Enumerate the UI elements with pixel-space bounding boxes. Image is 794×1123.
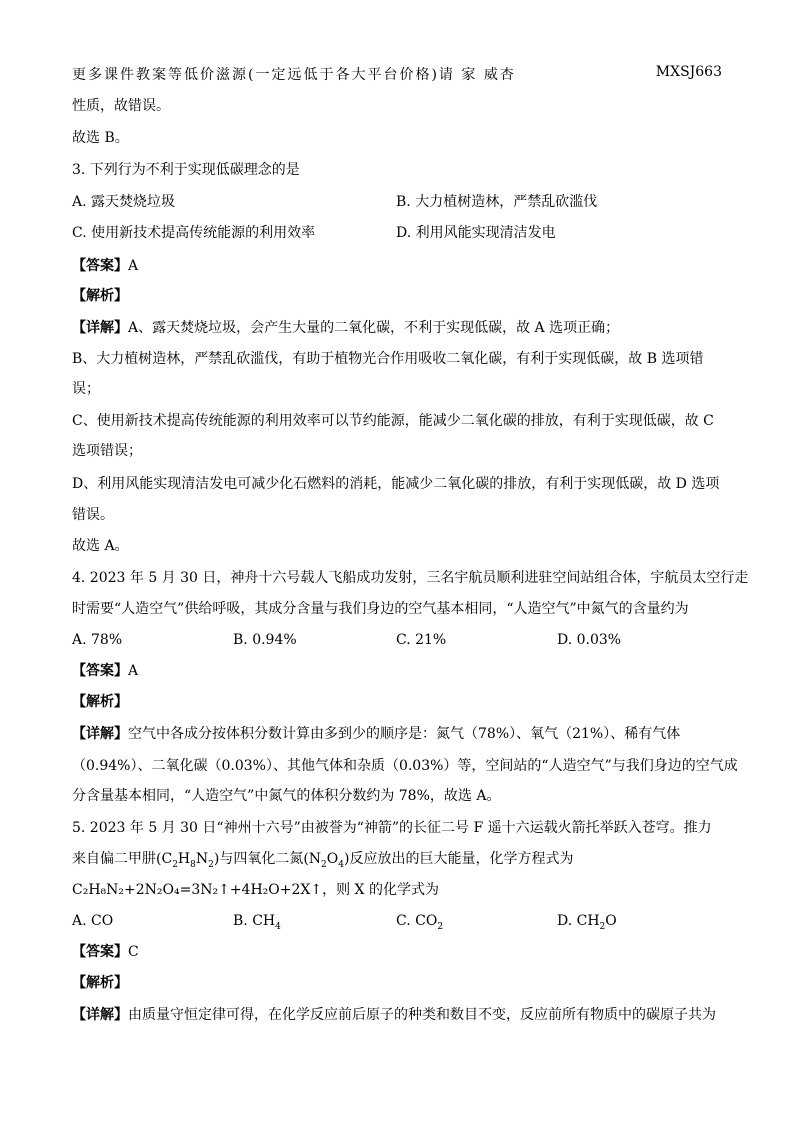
q3-option-c: C. 使用新技术提高传统能源的利用效率 xyxy=(72,225,316,241)
text-line: 性质，故错误。 xyxy=(72,98,170,114)
explanation-text: 空气中各成分按体积分数计算由多到少的顺序是：氮气（78%）、氧气（21%）、稀有气体 xyxy=(128,726,681,742)
q3-analysis-tag xyxy=(72,286,128,306)
answer-value: C xyxy=(128,944,139,960)
chemical-equation: C₂H₈N₂+2N₂O₄=3N₂↑+4H₂O+2X↑，则 X 的化学式为 xyxy=(72,882,439,898)
q5-explanation xyxy=(72,1005,716,1025)
text-line xyxy=(72,849,573,869)
text-fragment: N xyxy=(195,851,209,867)
q4-option-b: B. 0.94% xyxy=(233,632,297,648)
q5-answer xyxy=(72,942,139,962)
analysis-tag: 【解析】 xyxy=(72,975,128,991)
q4-analysis-tag xyxy=(72,692,128,712)
text-line: 错误。 xyxy=(72,507,114,523)
q4-option-a: A. 78% xyxy=(72,632,123,648)
q3-explanation xyxy=(72,318,619,338)
detail-tag: 【详解】 xyxy=(72,726,128,742)
subscript: 8 xyxy=(190,859,196,870)
text-line: 故选 B。 xyxy=(72,130,129,146)
text-line: C、使用新技术提高传统能源的利用效率可以节约能源，能减少二氧化碳的排放，有利于实现低碳，故 C xyxy=(72,413,714,429)
q4-answer xyxy=(72,661,138,681)
text-line: 选项错误； xyxy=(72,443,142,459)
text-fragment: C. CO xyxy=(396,913,438,929)
q5-option-c xyxy=(396,911,443,931)
q3-option-b: B. 大力植树造林，严禁乱砍滥伐 xyxy=(396,194,598,210)
subscript: 2 xyxy=(437,921,444,932)
text-line: 分含量基本相同，“人造空气”中氮气的体积分数约为 78%，故选 A。 xyxy=(72,788,501,804)
text-fragment: O xyxy=(605,913,617,929)
text-fragment: B. CH xyxy=(233,913,276,929)
text-fragment: 来自偏二甲肼(C xyxy=(72,851,173,867)
q3-option-d: D. 利用风能实现清洁发电 xyxy=(396,225,556,241)
explanation-text: 由质量守恒定律可得，在化学反应前后原子的种类和数目不变，反应前所有物质中的碳原子共为 xyxy=(128,1007,716,1023)
analysis-tag: 【解析】 xyxy=(72,288,128,304)
header-code: MXSJ663 xyxy=(655,64,722,80)
question-3: 3. 下列行为不利于实现低碳理念的是 xyxy=(72,162,300,178)
q5-option-d xyxy=(557,911,617,931)
subscript: 2 xyxy=(208,859,214,870)
page-header xyxy=(72,64,722,84)
text-line: （0.94%）、二氧化碳（0.03%）、其他气体和杂质（0.03%）等，空间站的“人造空气”与我们身边的空气成 xyxy=(72,758,738,774)
text-line: B、大力植树造林，严禁乱砍滥伐，有助于植物光合作用吸收二氧化碳，有利于实现低碳，故 B 选项错 xyxy=(72,351,704,367)
text-fragment: H xyxy=(177,851,191,867)
subscript: 2 xyxy=(172,859,178,870)
text-fragment: )反应放出的巨大能量，化学方程式为 xyxy=(344,851,574,867)
answer-value: A xyxy=(128,663,139,679)
q5-analysis-tag xyxy=(72,973,128,993)
q4-option-d: D. 0.03% xyxy=(557,632,622,648)
answer-value: A xyxy=(128,258,139,274)
question-5: 5. 2023 年 5 月 30 日“神州十六号”由被誉为“神箭”的长征二号 F 遥十六运载火箭托举跃入苍穹。推力 xyxy=(72,820,712,836)
subscript: 2 xyxy=(321,859,327,870)
detail-tag: 【详解】 xyxy=(72,320,128,336)
question-4: 4. 2023 年 5 月 30 日，神舟十六号载人飞船成功发射，三名宇航员顺利进驻空间站组合体，宇航员太空行走 xyxy=(72,570,749,586)
answer-tag: 【答案】 xyxy=(72,258,128,274)
header-promo-text: 更多课件教案等低价滋源(一定远低于各大平台价格)请 家 威杏 xyxy=(72,67,516,83)
answer-tag: 【答案】 xyxy=(72,944,128,960)
text-line: 故选 A。 xyxy=(72,538,129,554)
analysis-tag: 【解析】 xyxy=(72,694,128,710)
q5-option-b xyxy=(233,911,281,931)
text-line: 误； xyxy=(72,381,100,397)
subscript: 2 xyxy=(599,921,606,932)
q4-explanation xyxy=(72,724,680,744)
text-fragment: O xyxy=(326,851,339,867)
text-line: D、利用风能实现清洁发电可减少化石燃料的消耗，能减少二氧化碳的排放，有利于实现低碳，故 D 选项 xyxy=(72,476,720,492)
subscript: 4 xyxy=(338,859,344,870)
q4-option-c: C. 21% xyxy=(396,632,447,648)
q3-answer xyxy=(72,256,138,276)
detail-tag: 【详解】 xyxy=(72,1007,128,1023)
answer-tag: 【答案】 xyxy=(72,663,128,679)
text-fragment: )与四氧化二氮(N xyxy=(213,851,322,867)
text-line: 时需要“人造空气”供给呼吸，其成分含量与我们身边的空气基本相同，“人造空气”中氮气的含量约为 xyxy=(72,601,689,617)
text-fragment: D. CH xyxy=(557,913,600,929)
explanation-text: A、露天焚烧垃圾，会产生大量的二氧化碳，不利于实现低碳，故 A 选项正确； xyxy=(128,320,620,336)
q5-option-a: A. CO xyxy=(72,913,114,929)
q3-option-a: A. 露天焚烧垃圾 xyxy=(72,194,176,210)
subscript: 4 xyxy=(275,921,281,932)
